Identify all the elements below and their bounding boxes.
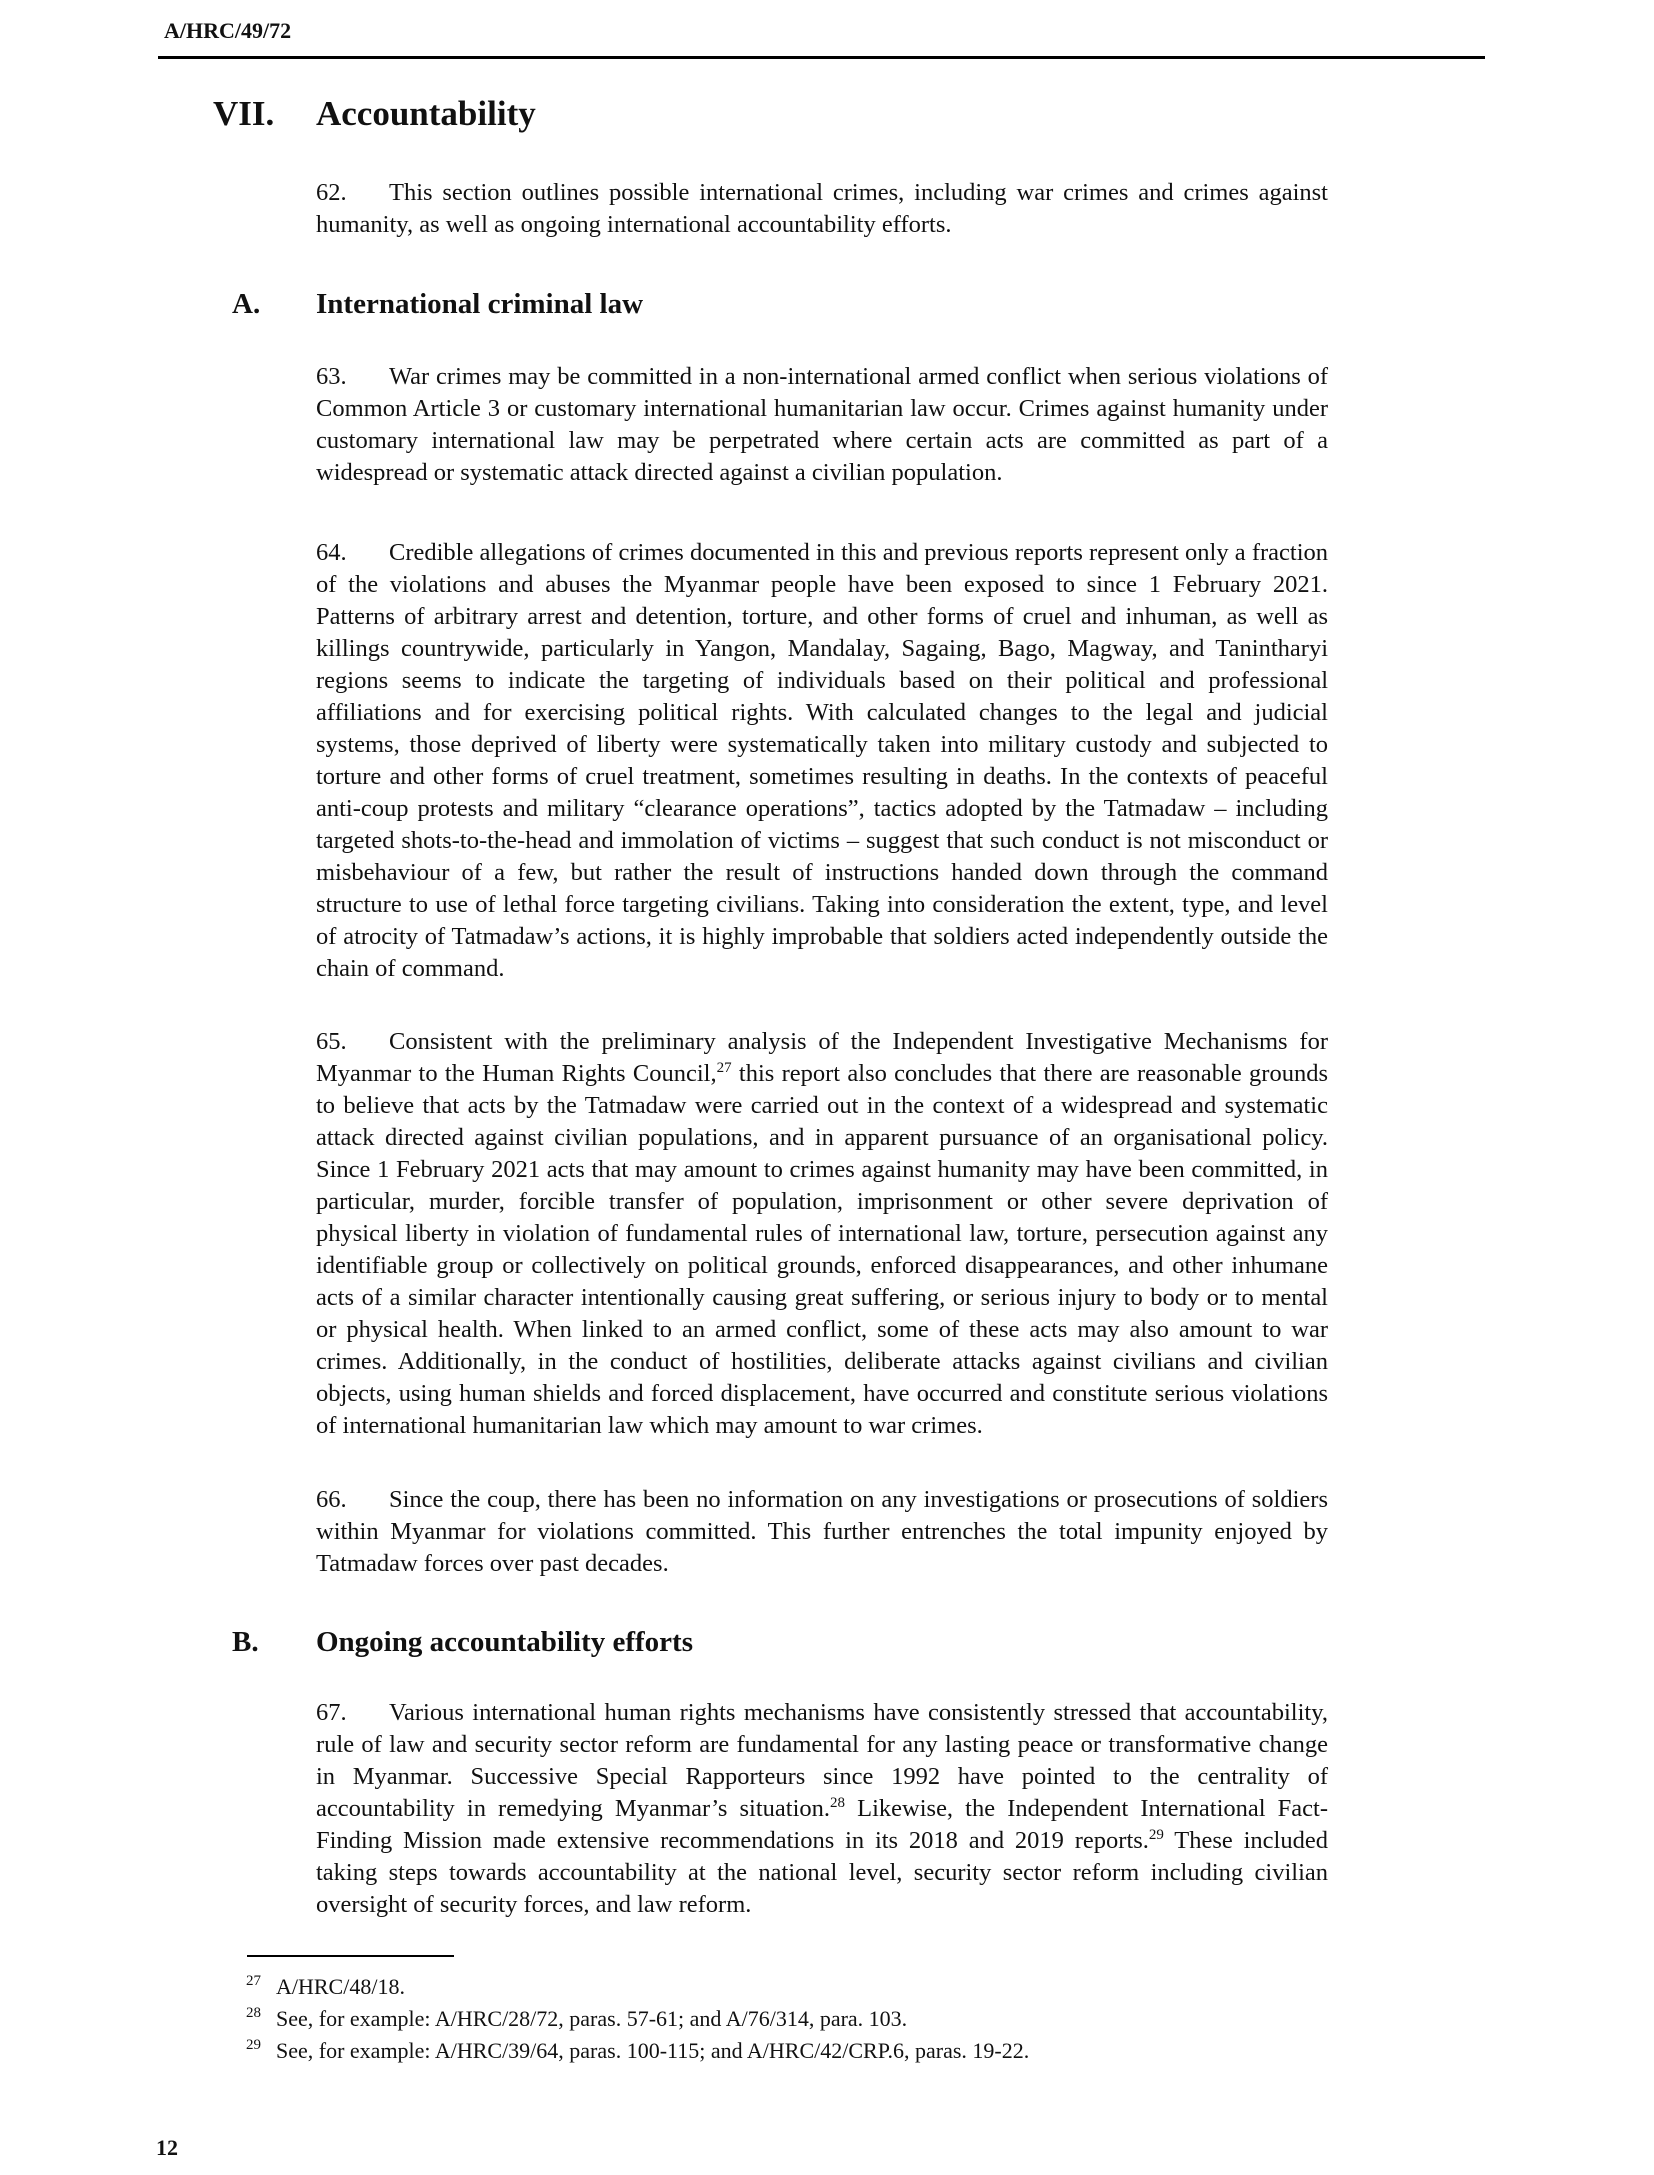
paragraph-text: War crimes may be committed in a non-international armed conflict when serious violations of Common Article 3 or customary international humanitarian law occur. Crimes against humanity under customary international law may be perpetrated where certain acts are committed as part of a widespread or systematic attack directed against a civilian population. (316, 363, 1328, 486)
footnote-reference[interactable]: 28 (830, 1794, 846, 1811)
footnote-text: A/HRC/48/18. (276, 1974, 405, 1999)
paragraph-67 (316, 1697, 1328, 1921)
header-rule (158, 56, 1485, 59)
paragraph-text-continued: this report also concludes that there are reasonable grounds to believe that acts by the Tatmadaw were carried out in the context of a widespread and systematic attack directed against civilian populations, and in apparent pursuance of an organisational policy. Since 1 February 2021 acts that may amount to crimes against humanity may have been committed, in particular, murder, forcible transfer of population, imprisonment or other severe deprivation of physical liberty in violation of fundamental rules of international law, torture, persecution against any identifiable group or collectively on political grounds, enforced disappearances, and other inhumane acts of a similar character intentionally causing great suffering, or serious injury to body or to mental or physical health. When linked to an armed conflict, some of these acts may also amount to war crimes. Additionally, in the conduct of hostilities, deliberate attacks against civilians and civilian objects, using human shields and forced displacement, have occurred and constitute serious violations of international humanitarian law which may amount to war crimes. (316, 1060, 1328, 1439)
chapter-number: VII. (213, 94, 275, 133)
paragraph-number: 62. (316, 179, 347, 206)
paragraph-text: Various international human rights mechanisms have consistently stressed that accountability, rule of law and security sector reform are fundamental for any lasting peace or transformative change in Myanmar. Successive Special Rapporteurs since 1992 have pointed to the centrality of accountability in remedying Myanmar’s situation. (316, 1699, 1328, 1822)
paragraph-text: Consistent with the preliminary analysis of the Independent Investigative Mechanisms for Myanmar to the Human Rights Council, (316, 1028, 1328, 1087)
paragraph-number: 65. (316, 1028, 347, 1055)
document-symbol: A/HRC/49/72 (164, 18, 292, 43)
paragraph-62 (316, 177, 1328, 241)
footnote-reference[interactable]: 29 (1148, 1826, 1164, 1843)
paragraph-number: 66. (316, 1486, 347, 1513)
footnote-27 (246, 1973, 405, 2001)
paragraph-text-continued: These included taking steps towards accountability at the national level, security sector reform including civilian oversight of security forces, and law reform. (316, 1827, 1328, 1918)
footnote-28 (246, 2005, 908, 2033)
section-title: Ongoing accountability efforts (316, 1626, 693, 1658)
paragraph-number: 63. (316, 363, 347, 390)
paragraph-text: This section outlines possible international crimes, including war crimes and crimes against humanity, as well as ongoing international accountability efforts. (316, 179, 1328, 238)
chapter-title: Accountability (316, 94, 536, 133)
footnote-number: 29 (246, 2037, 261, 2053)
section-letter: B. (232, 1626, 259, 1658)
page-number: 12 (156, 2135, 178, 2160)
footnote-separator (247, 1955, 454, 1957)
section-heading-b (232, 1626, 693, 1659)
footnote-text: See, for example: A/HRC/39/64, paras. 100-115; and A/HRC/42/CRP.6, paras. 19-22. (276, 2038, 1030, 2063)
section-heading-a (232, 288, 643, 321)
footnote-29 (246, 2037, 1030, 2065)
paragraph-number: 67. (316, 1699, 347, 1726)
paragraph-66 (316, 1484, 1328, 1580)
section-letter: A. (232, 288, 261, 320)
chapter-heading (213, 94, 536, 134)
paragraph-text: Credible allegations of crimes documented in this and previous reports represent only a fraction of the violations and abuses the Myanmar people have been exposed to since 1 February 2021. Patterns of arbitrary arrest and detention, torture, and other forms of cruel and inhuman, as well as killings countrywide, particularly in Yangon, Mandalay, Sagaing, Bago, Magway, and Tanintharyi regions seems to indicate the targeting of individuals based on their political and professional affiliations and for exercising political rights. With calculated changes to the legal and judicial systems, those deprived of liberty were systematically taken into military custody and subjected to torture and other forms of cruel treatment, sometimes resulting in deaths. In the contexts of peaceful anti-coup protests and military “clearance operations”, tactics adopted by the Tatmadaw – including targeted shots-to-the-head and immolation of victims – suggest that such conduct is not misconduct or misbehaviour of a few, but rather the result of instructions handed down through the command structure to use of lethal force targeting civilians. Taking into consideration the extent, type, and level of atrocity of Tatmadaw’s actions, it is highly improbable that soldiers acted independently outside the chain of command. (316, 539, 1328, 982)
paragraph-text-continued: Likewise, the Independent International Fact-Finding Mission made extensive recommendations in its 2018 and 2019 reports. (316, 1795, 1328, 1854)
footnote-reference[interactable]: 27 (716, 1059, 732, 1076)
paragraph-65 (316, 1026, 1328, 1442)
paragraph-64 (316, 537, 1328, 985)
footnote-number: 27 (246, 1973, 261, 1989)
footnote-number: 28 (246, 2005, 261, 2021)
footnote-text: See, for example: A/HRC/28/72, paras. 57-61; and A/76/314, para. 103. (276, 2006, 908, 2031)
paragraph-63 (316, 361, 1328, 489)
paragraph-number: 64. (316, 539, 347, 566)
paragraph-text: Since the coup, there has been no information on any investigations or prosecutions of soldiers within Myanmar for violations committed. This further entrenches the total impunity enjoyed by Tatmadaw forces over past decades. (316, 1486, 1328, 1577)
section-title: International criminal law (316, 288, 644, 320)
